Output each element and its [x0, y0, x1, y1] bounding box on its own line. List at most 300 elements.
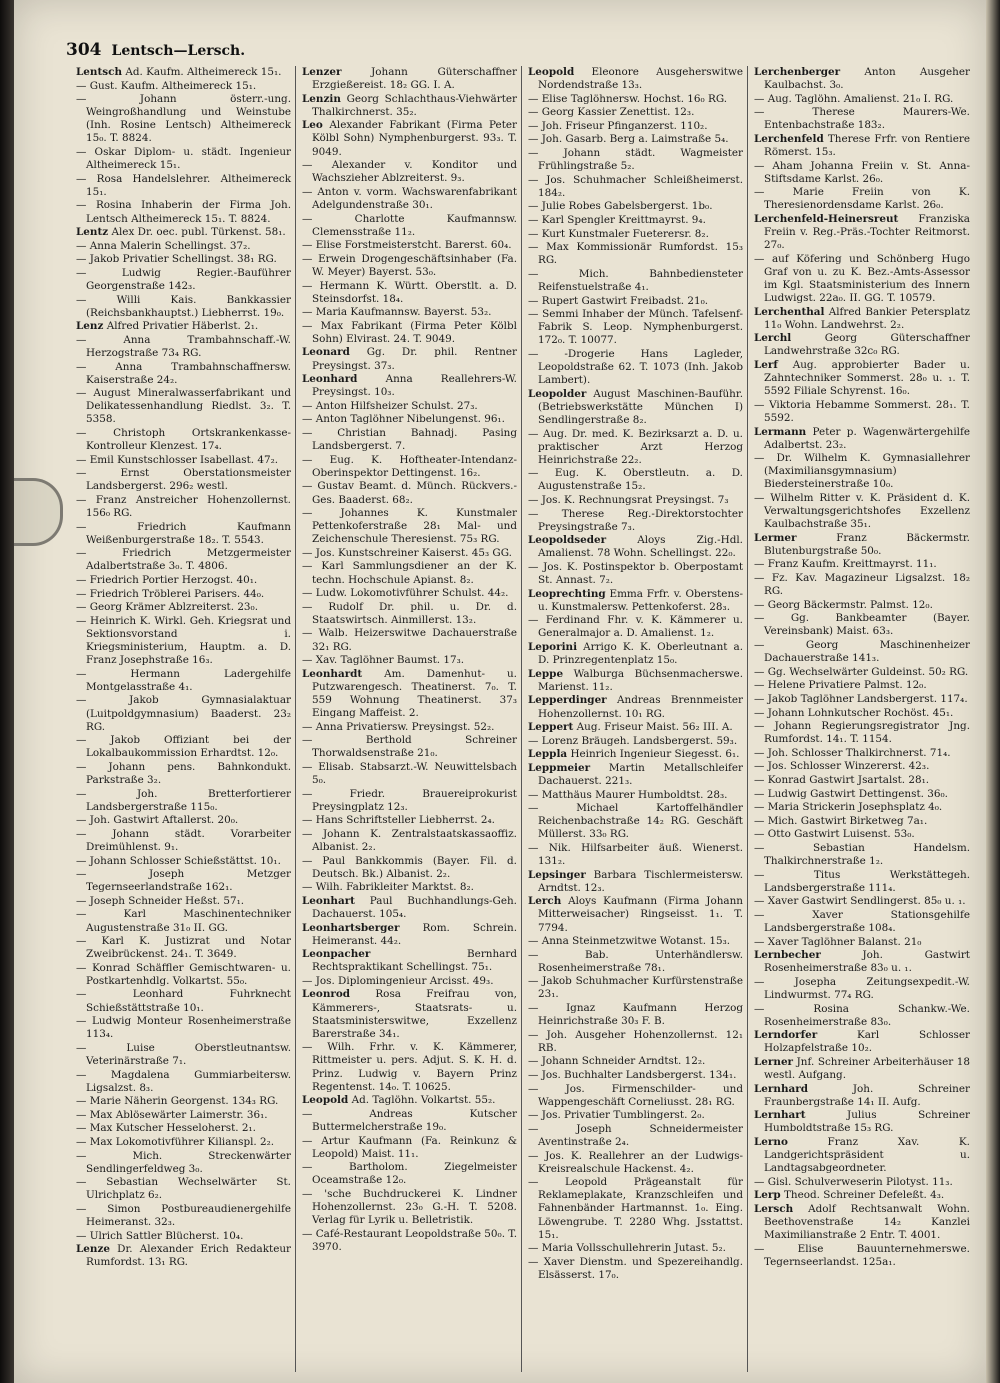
directory-entry [302, 587, 517, 600]
entry-surname: Lernhard [754, 1082, 808, 1095]
directory-entry [528, 1150, 743, 1176]
directory-entry [528, 668, 743, 694]
directory-entry [302, 560, 517, 586]
entry-dash: — [528, 1002, 567, 1015]
entry-dash: — [528, 467, 555, 480]
entry-details: Karl Spengler Kreittmayrst. 9₄. [541, 214, 706, 227]
entry-details: Karl K. Justizrat und Notar Zweibrückenst. 24₁. T. 3649. [86, 935, 291, 961]
entry-details: Joh. Schlosser Thalkirchnerst. 71₄. [767, 746, 951, 759]
entry-dash: — [76, 787, 137, 800]
directory-entry [528, 106, 743, 119]
entry-details: Gisl. Schulverweserin Pilotyst. 11₃. [767, 1175, 953, 1188]
directory-entry [528, 428, 743, 467]
entry-dash: — [76, 333, 124, 346]
entry-details: Aloys Zig.-Hdl. Amalienst. 78 Wohn. Schellingst. 22₀. [538, 534, 743, 560]
entry-dash: — [754, 572, 772, 585]
entry-details: Johann Güterschaffner Erzgießereist. 18₂ GG. I. A. [312, 66, 517, 92]
entry-details: Max Ablösewärter Laimerstr. 36₁. [89, 1108, 268, 1121]
directory-entry [754, 1003, 970, 1029]
entry-dash: — [528, 1122, 577, 1135]
directory-entry [754, 359, 970, 398]
directory-entry [76, 1095, 291, 1108]
entry-dash: — [76, 360, 116, 373]
entry-dash: — [76, 760, 109, 773]
entry-details: Johann Schneider Arndtst. 12₂. [541, 1055, 706, 1068]
entry-dash: — [76, 601, 90, 614]
entry-details: Aham Johanna Freiin v. St. Anna-Stiftsdame Karlst. 26₀. [764, 159, 970, 185]
directory-entry [754, 306, 970, 332]
entry-dash: — [76, 1149, 133, 1162]
directory-entry [302, 721, 517, 734]
directory-entry [302, 1161, 517, 1187]
entry-dash: — [528, 267, 579, 280]
directory-entry [754, 612, 970, 638]
column-1 [76, 66, 296, 1372]
entry-details: Peter p. Wagenwärtergehilfe Adalbertst. 23₂. [764, 425, 970, 451]
entry-details: Alfred Privatier Häberlst. 2₁. [106, 320, 259, 333]
entry-details: Titus Werkstättegeh. Landsbergerstraße 111₄. [764, 868, 970, 894]
entry-surname: Lenzin [302, 92, 341, 105]
directory-entry [754, 801, 970, 814]
entry-dash: — [76, 199, 96, 212]
directory-entry [754, 399, 970, 425]
directory-entry [528, 93, 743, 106]
entry-details: Aug. Friseur Maist. 56₂ III. A. [576, 721, 733, 734]
entry-dash: — [302, 185, 318, 198]
entry-details: Sebastian Wechselwärter St. Ulrichplatz 6₂. [86, 1176, 291, 1202]
directory-entry [528, 1242, 743, 1255]
directory-entry [76, 521, 291, 547]
entry-details: Julius Schreiner Humboldtstraße 15₃ RG. [764, 1109, 970, 1135]
entry-dash: — [528, 948, 585, 961]
directory-entry [754, 895, 970, 908]
entry-details: Sebastian Handelsm. Thalkirchnerstraße 1₂. [764, 841, 970, 868]
entry-details: Alexander v. Konditor und Wachszieher Ablzreiterst. 9₃. [312, 159, 517, 185]
directory-entry [528, 268, 743, 294]
directory-entry [76, 66, 291, 79]
entry-dash: — [754, 106, 813, 119]
directory-entry [76, 427, 291, 453]
directory-entry [528, 228, 743, 241]
entry-surname: Lerchl [754, 332, 792, 345]
entry-details: Johann pens. Bahnkondukt. Parkstraße 3₂. [86, 760, 291, 786]
directory-entry [528, 348, 743, 387]
entry-dash: — [76, 79, 90, 92]
directory-entry [754, 815, 970, 828]
entry-details: Karl Maschinentechniker Augustenstraße 31₀ II. GG. [86, 908, 291, 934]
entry-dash: — [76, 1015, 92, 1028]
entry-details: Georg Kassier Zenettist. 12₃. [541, 106, 695, 119]
entry-details: Hans Schriftsteller Liebherrst. 2₄. [315, 814, 495, 827]
entry-details: Joh. Schreiner Fraunbergstraße 14₁ II. Aufg. [764, 1082, 970, 1108]
entry-dash: — [302, 399, 316, 412]
directory-entry [302, 1135, 517, 1161]
directory-entry [76, 694, 291, 733]
entry-dash: — [76, 387, 94, 400]
directory-entry [302, 654, 517, 667]
directory-entry [528, 508, 743, 534]
directory-entry [302, 507, 517, 546]
entry-details: Eleonore Ausgeherswitwe Nordendstraße 13₃. [538, 66, 743, 92]
entry-details: Alexander Fabrikant (Firma Peter Kölbl Sohn) Nymphenburgerst. 93₃. T. 9049. [312, 119, 517, 158]
entry-details: Matthäus Maurer Humboldtst. 28₃. [541, 788, 728, 801]
entry-dash: — [754, 665, 768, 678]
entry-details: Jnf. Schreiner Arbeiterhäuser 18 westl. Aufgang. [764, 1055, 970, 1082]
directory-entry [302, 186, 517, 212]
directory-entry [754, 572, 970, 598]
directory-entry [528, 200, 743, 213]
entry-details: Friedrich Tröblerei Parisers. 44₀. [89, 587, 265, 600]
entry-dash: — [76, 1202, 108, 1215]
directory-entry [528, 802, 743, 841]
entry-details: Anna Reallehrers-W. Preysingst. 10₃. [312, 373, 517, 399]
entry-dash: — [754, 787, 768, 800]
entry-details: Rupert Gastwirt Freibadst. 21₀. [541, 294, 709, 307]
entry-details: Café-Restaurant Leopoldstraße 50₀. T. 3970. [312, 1227, 518, 1253]
entry-dash: — [76, 1136, 90, 1148]
directory-entry [754, 1056, 970, 1082]
entry-details: Semmi Inhaber der Münch. Tafelsenf-Fabrik S. Leop. Nymphenburgerst. 172₀. T. 10077. [538, 308, 744, 347]
directory-entry [76, 988, 291, 1014]
entry-dash: — [302, 600, 329, 613]
directory-entry [76, 908, 291, 934]
entry-details: Aug. approbierter Bader u. Zahntechniker Sommerst. 28₀ u. ₁. T. 5592 Filiale Schyrenst. 16₀. [764, 359, 970, 398]
entry-details: Joh. Friseur Pfinganzerst. 110₂. [541, 119, 708, 132]
entry-details: Max Lokomotivführer Kilianspl. 2₂. [89, 1136, 275, 1148]
entry-details: Jakob Offiziant bei der Lokalbaukommission Erhardtst. 12₀. [86, 734, 291, 760]
entry-details: Joseph Schneider Heßst. 57₁. [89, 894, 245, 907]
directory-entry [302, 93, 517, 119]
entry-dash: — [528, 308, 543, 321]
entry-details: Anton v. vorm. Wachswarenfabrikant Adelgundenstraße 30₁. [312, 185, 517, 211]
entry-details: Jos. Buchhalter Landsbergerst. 134₁. [541, 1069, 737, 1082]
entry-details: Georg Bäckermstr. Palmst. 12₀. [767, 598, 933, 611]
entry-details: Rosa Handelslehrer. Altheimereck 15₁. [86, 172, 291, 198]
directory-entry [528, 295, 743, 308]
entry-surname: Lentsch [76, 66, 123, 78]
entry-dash: — [76, 868, 149, 881]
entry-details: Johann Schlosser Schießstättst. 10₁. [89, 854, 281, 867]
directory-entry [754, 693, 970, 706]
entry-dash: — [528, 119, 542, 132]
entry-surname: Lepperdinger [528, 694, 607, 707]
entry-dash: — [754, 159, 773, 172]
entry-details: Gustav Beamt. d. Münch. Rückvers.-Ges. Baaderst. 68₂. [312, 480, 517, 506]
entry-dash: — [754, 746, 768, 759]
entry-details: Xaver Dienstm. und Spezereihandlg. Elsässerst. 17₀. [538, 1255, 743, 1281]
entry-details: Ignaz Kaufmann Herzog Heinrichstraße 30₃ F. B. [538, 1002, 743, 1028]
entry-dash: — [528, 1255, 544, 1268]
entry-surname: Leopold [302, 1094, 349, 1107]
directory-entry [76, 454, 291, 467]
entry-details: Leopold Prägeanstalt für Reklameplakate, Kranzschleifen und Fahnenbänder Hartmannst. 1₀. Eing. Löwengrube. T. 2280 Whg. Jsstattst. 15₁. [538, 1176, 743, 1241]
entry-details: Barbara Tischlermeistersw. Arndtst. 12₃. [538, 868, 743, 894]
entry-details: Anna Trambahnschaffnersw. Kaiserstraße 24₂. [86, 360, 291, 386]
entry-surname: Leonard [302, 346, 350, 359]
entry-details: Willi Kais. Bankkassier (Reichsbankhauptst.) Liebherrst. 19₀. [86, 293, 291, 319]
entry-dash: — [528, 841, 549, 854]
directory-entry [76, 734, 291, 760]
directory-entry [76, 868, 291, 894]
directory-entry [302, 988, 517, 1040]
entry-dash: — [528, 173, 547, 186]
entry-details: Rosina Schankw.-We. Rosenheimerstraße 83₀. [764, 1002, 970, 1028]
entry-details: Marie Näherin Georgenst. 134₃ RG. [89, 1095, 279, 1108]
entry-dash: — [76, 614, 91, 627]
entry-dash: — [528, 1055, 542, 1068]
directory-entry [754, 679, 970, 692]
entry-details: Magdalena Gummiarbeitersw. Ligsalzst. 8₃. [86, 1068, 291, 1094]
entry-details: Anna Malerin Schellingst. 37₂. [89, 239, 251, 252]
directory-entry [754, 1189, 970, 1202]
entry-details: Heinrich Ingenieur Siegesst. 6₁. [570, 748, 740, 761]
entry-details: Aug. Taglöhn. Amalienst. 21₀ I. RG. [767, 92, 954, 105]
entry-surname: Leppe [528, 667, 564, 680]
entry-details: Aug. Dr. med. K. Bezirksarzt a. D. u. praktischer Arzt Herzog Heinrichstraße 22₂. [538, 427, 743, 466]
directory-entry [302, 119, 517, 158]
entry-details: Georg Güterschaffner Landwehrstraße 32c₀ RG. [764, 332, 970, 358]
directory-entry [528, 1055, 743, 1068]
directory-entry [528, 214, 743, 227]
entry-dash: — [76, 667, 131, 680]
directory-entry [302, 788, 517, 814]
entry-dash: — [302, 734, 366, 747]
entry-surname: Lernhart [754, 1109, 806, 1122]
entry-details: Wilhelm Ritter v. K. Präsident d. K. Verwaltungsgerichtshofes Exzellenz Kaulbachstraße 35₁. [764, 492, 970, 531]
entry-dash: — [528, 1176, 566, 1189]
directory-entry [76, 962, 291, 988]
column-4 [754, 66, 974, 1372]
entry-details: August Maschinen-Bauführ. (Betriebswerkstätte München I) Sendlingerstraße 8₂. [538, 387, 743, 426]
entry-details: Helene Privatiere Palmst. 12₀. [767, 679, 927, 692]
entry-details: Gg. Dr. phil. Rentner Preysingst. 37₃. [312, 346, 517, 372]
directory-entry [76, 895, 291, 908]
entry-dash: — [754, 92, 768, 105]
entry-dash: — [754, 773, 768, 786]
entry-surname: Lenze [76, 1243, 110, 1256]
entry-dash: — [528, 1082, 566, 1095]
entry-dash: — [76, 587, 90, 600]
directory-entry [754, 869, 970, 895]
entry-dash: — [754, 1242, 798, 1255]
entry-surname: Lermer [754, 531, 797, 544]
entry-details: Franz Xav. K. Landgerichtspräsident u. Landtagsabgeordneter. [764, 1136, 970, 1175]
directory-entry [754, 666, 970, 679]
entry-details: Jos. Privatier Tumblingerst. 2₀. [541, 1109, 705, 1122]
entry-dash: — [754, 935, 768, 948]
directory-entry [76, 294, 291, 320]
directory-entry [76, 1109, 291, 1122]
entry-details: -Drogerie Hans Lagleder, Leopoldstraße 62. T. 1073 (Inh. Jakob Lambert). [538, 347, 743, 387]
entry-details: Anton Ausgeher Kaulbachst. 3₀. [764, 66, 970, 92]
directory-entry [528, 735, 743, 748]
directory-entry [76, 1015, 291, 1041]
entry-dash: — [302, 1187, 325, 1200]
entry-surname: Lermann [754, 425, 807, 438]
entry-dash: — [76, 574, 90, 587]
directory-entry [754, 774, 970, 787]
entry-surname: Lernbecher [754, 949, 821, 962]
entry-details: Jakob Taglöhner Landsbergerst. 117₄. [767, 692, 968, 705]
directory-entry [754, 1029, 970, 1055]
entry-dash: — [302, 787, 350, 800]
entry-dash: — [754, 492, 771, 504]
directory-entry [76, 668, 291, 694]
directory-entry [76, 240, 291, 253]
directory-entry [528, 1029, 743, 1055]
entry-details: Rudolf Dr. phil. u. Dr. d. Staatswirtsch. Ainmillerst. 13₂. [312, 600, 517, 626]
directory-entry [302, 346, 517, 372]
directory-entry [76, 334, 291, 360]
entry-surname: Leopoldseder [528, 534, 607, 547]
directory-entry [754, 160, 970, 186]
entry-details: Rom. Schrein. Heimeranst. 44₂. [312, 921, 517, 947]
entry-dash: — [528, 427, 544, 440]
directory-entry [76, 199, 291, 225]
entry-dash: — [302, 827, 323, 840]
entry-dash: — [302, 212, 355, 225]
entry-details: Berthold Schreiner Thorwaldsenstraße 21₀. [312, 734, 517, 760]
directory-entry [302, 280, 517, 306]
entry-details: Elise Taglöhnersw. Hochst. 16₀ RG. [541, 92, 728, 105]
entry-details: Bernhard Rechtspraktikant Schellingst. 75₁. [312, 948, 517, 974]
directory-entry [302, 601, 517, 627]
entry-details: Jos. K. Postinspektor b. Oberpostamt St. Annast. 7₂. [538, 560, 743, 587]
entry-details: Anna Trambahnschaff.-W. Herzogstraße 73₄ RG. [86, 333, 291, 359]
entry-details: Walburga Büchsenmacherswe. Marienst. 11₂. [538, 667, 743, 693]
entry-dash: — [76, 1122, 90, 1135]
entry-details: Am. Damenhut- u. Putzwarengesch. Theatinerst. 7₀. T. 559 Wohnung Theatinerst. 37₃ Eingang Maffeist. 2. [312, 667, 517, 719]
directory-entry [76, 1136, 291, 1149]
entry-dash: — [528, 106, 542, 119]
directory-entry [302, 975, 517, 988]
directory-entry [528, 308, 743, 347]
entry-details: Julie Robes Gabelsbergerst. 1b₀. [541, 200, 713, 213]
entry-details: Kurt Kunstmaler Fueterersr. 8₂. [541, 227, 709, 240]
entry-surname: Leporini [528, 641, 578, 654]
directory-entry [754, 760, 970, 773]
entry-details: Elisab. Stabsarzt.-W. Neuwittelsbach 5₀. [312, 760, 517, 786]
entry-details: Eug. K. Hoftheater-Intendanz-Oberinspektor Dettingenst. 16₂. [312, 453, 517, 479]
entry-surname: Lenzer [302, 66, 342, 78]
directory-entry [528, 935, 743, 948]
entry-dash: — [302, 546, 316, 559]
entry-dash: — [302, 627, 319, 640]
entry-surname: Lerchenfeld-Heinersreut [754, 213, 899, 226]
entry-details: Viktoria Hebamme Sommerst. 28₁. T. 5592. [764, 398, 970, 424]
entry-details: Ludw. Lokomotivführer Schulst. 44₂. [315, 587, 509, 600]
entry-details: Franz Bäckermstr. Blutenburgstraße 50₀. [764, 531, 970, 557]
directory-entry [528, 588, 743, 614]
entry-details: Wilh. Fabrikleiter Marktst. 8₂. [315, 881, 474, 894]
entry-dash: — [302, 854, 323, 867]
directory-entry [528, 694, 743, 720]
entry-details: Theod. Schreiner Defeleßt. 4₃. [783, 1189, 945, 1202]
directory-entry [528, 1109, 743, 1122]
entry-details: Walb. Heizerswitwe Dachauerstraße 32₁ RG. [312, 627, 518, 653]
entry-dash: — [76, 453, 90, 466]
entry-dash: — [754, 814, 768, 827]
directory-entry [302, 627, 517, 653]
directory-entry [528, 1069, 743, 1082]
entry-dash: — [302, 654, 316, 667]
entry-details: Jos. K. Reallehrer an der Ludwigs-Kreisrealschule Hackenst. 4₂. [538, 1149, 744, 1175]
directory-entry [754, 1203, 970, 1242]
entry-details: Franz Anstreicher Hohenzollernst. 156₀ RG. [86, 494, 291, 520]
entry-details: Jos. Firmenschilder- und Wappengeschäft Corneliusst. 28₁ RG. [538, 1082, 743, 1108]
directory-entry [302, 306, 517, 319]
directory-entry [76, 226, 291, 239]
directory-entry [754, 1136, 970, 1175]
entry-surname: Leonpacher [302, 948, 371, 961]
entry-details: Rosa Freifrau von, Kämmerers-, Staatsrats- u. Staatsministerswitwe, Exzellenz Barerstraße 34₁. [312, 988, 517, 1040]
entry-dash: — [528, 294, 542, 307]
entry-dash: — [528, 975, 543, 988]
entry-dash: — [754, 868, 814, 881]
entry-details: Simon Postbureaudienergehilfe Heimeranst. 32₃. [86, 1202, 291, 1229]
directory-entry [754, 1243, 970, 1269]
entry-details: Anton Hilfsheizer Schulst. 27₃. [315, 399, 478, 412]
entry-details: Dr. Wilhelm K. Gymnasiallehrer (Maximiliansgymnasium) Biedersteinerstraße 10₀. [764, 452, 970, 491]
entry-details: Anna Steinmetzwitwe Wotanst. 15₃. [541, 935, 731, 948]
entry-details: Friedrich Kaufmann Weißenburgerstraße 18₂. T. 5543. [86, 520, 291, 546]
entry-dash: — [302, 1161, 349, 1174]
directory-entry [754, 332, 970, 358]
entry-details: Michael Kartoffelhändler Reichenbachstraße 14₂ RG. Geschäft Müllerst. 33₀ RG. [538, 802, 743, 841]
entry-details: Max Fabrikant (Firma Peter Kölbl Sohn) Elvirast. 24. T. 9049. [312, 319, 517, 345]
entry-details: Xaver Taglöhner Balanst. 21₀ [767, 935, 922, 948]
entry-surname: Lepsinger [528, 868, 586, 881]
entry-details: Maria Strickerin Josephsplatz 4₀. [767, 801, 943, 814]
entry-dash: — [754, 612, 791, 625]
entry-surname: Lerndorfer [754, 1029, 818, 1042]
entry-details: Aloys Kaufmann (Firma Johann Mitterweisacher) Ringseisst. 1₁. T. 7794. [538, 895, 743, 934]
entry-dash: — [76, 1108, 90, 1121]
entry-details: Ad. Kaufm. Altheimereck 15₁. [125, 66, 282, 78]
entry-details: Gg. Wechselwärter Guldeinst. 50₂ RG. [767, 665, 969, 678]
entry-details: Johann Lohnkutscher Rochöst. 45₁. [767, 706, 954, 719]
entry-details: Hermann K. Württ. Oberstlt. a. D. Steinsdorfst. 18₄. [312, 279, 517, 305]
entry-details: Georg Schlachthaus-Viehwärter Thalkirchnerst. 35₂. [312, 92, 517, 118]
entry-dash: — [76, 854, 90, 867]
entry-details: Joh. Gastwirt Aftallerst. 20₀. [89, 814, 239, 827]
directory-entry [528, 789, 743, 802]
entry-details: Karl Sammlungsdiener an der K. techn. Hochschule Apianst. 8₂. [312, 560, 517, 586]
directory-entry [302, 668, 517, 720]
directory-entry [754, 186, 970, 212]
entry-surname: Lenz [76, 320, 104, 333]
entry-dash: — [76, 547, 123, 560]
directory-entry [754, 532, 970, 558]
entry-surname: Leopolder [528, 387, 587, 400]
directory-entry [302, 1094, 517, 1107]
entry-dash: — [76, 1041, 127, 1054]
directory-entry [754, 213, 970, 252]
entry-details: Gg. Bankbeamter (Bayer. Vereinsbank) Maist. 63₃. [764, 612, 970, 638]
directory-entry [754, 106, 970, 132]
entry-details: Ernst Oberstationsmeister Landsbergerst. 296₂ westl. [86, 467, 291, 493]
entry-details: Anna Privatiersw. Preysingst. 52₂. [315, 720, 495, 733]
entry-surname: Leonrod [302, 988, 351, 1001]
directory-entry [528, 467, 743, 493]
directory-entry [76, 173, 291, 199]
directory-entry [302, 948, 517, 974]
entry-surname: Lerchenthal [754, 305, 825, 318]
entry-dash: — [302, 814, 316, 827]
entry-details: Hermann Ladergehilfe Montgelasstraße 4₁. [86, 667, 291, 693]
directory-entry [754, 842, 970, 868]
entry-surname: Leonhart [302, 894, 355, 907]
